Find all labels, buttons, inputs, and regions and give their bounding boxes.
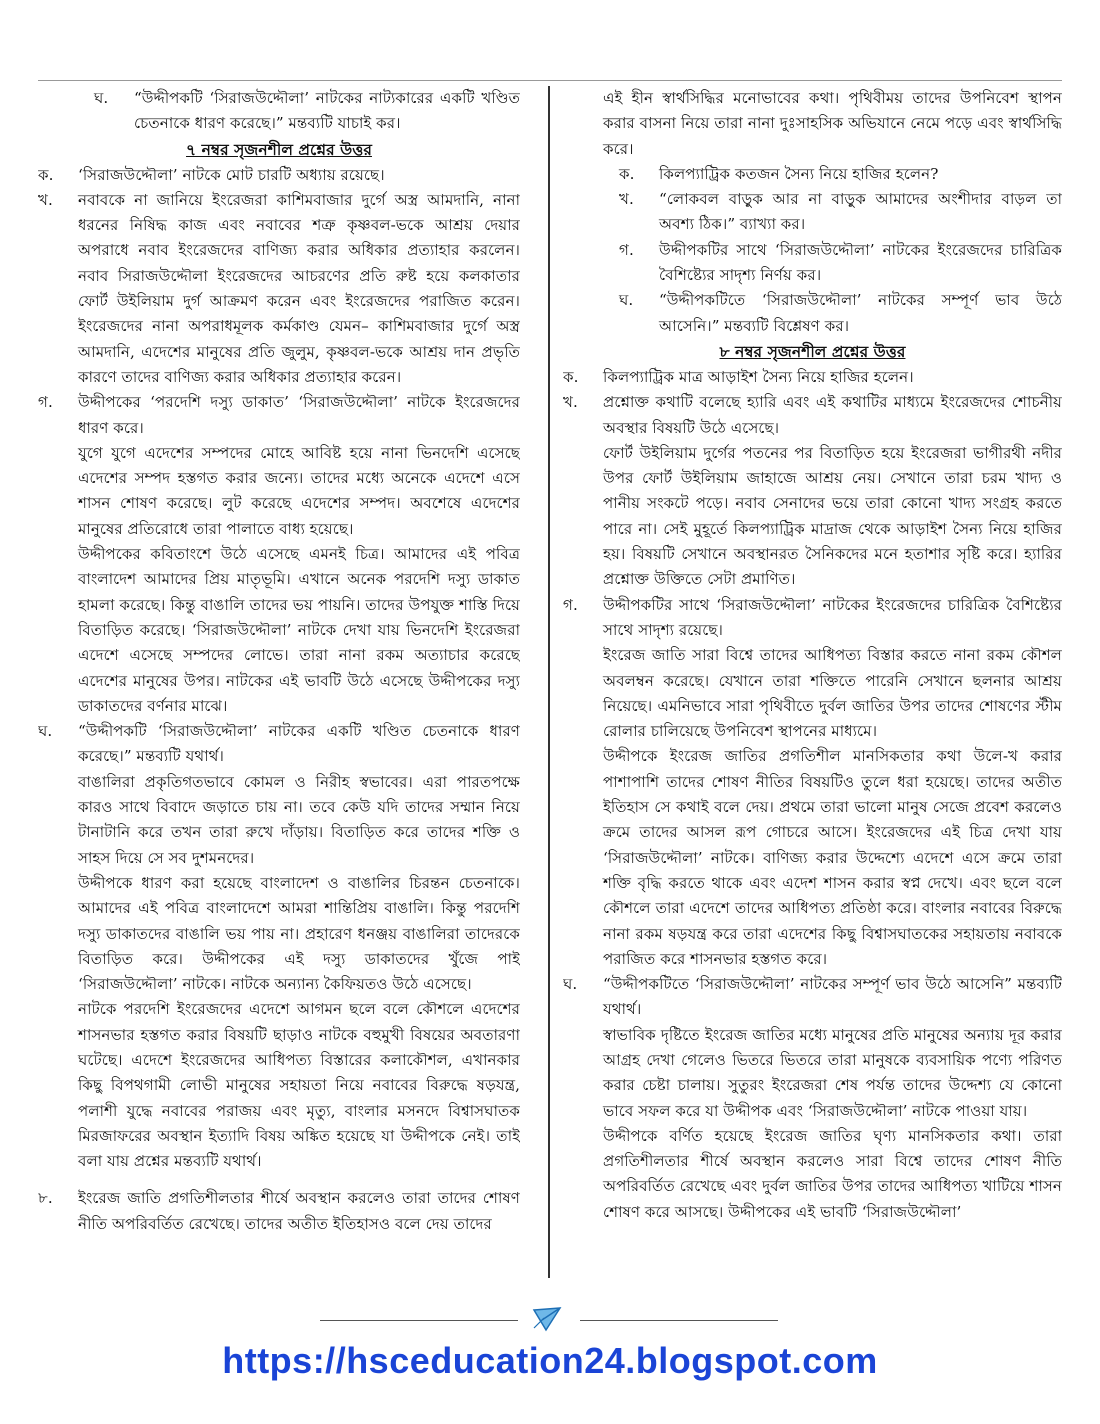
question-8-sub-kha (619, 187, 1062, 238)
answer-8-gha-para: উদ্দীপকে বর্ণিত হয়েছে ইংরেজ জাতির ঘৃণ্য মানসিকতার কথা। তারা প্রগতিশীলতার শীর্ষে অবস্থান করলেও সারা বিশ্বে তাদের শোষণ নীতি অপরিবর্তিত রেখেছে এবং দুর্বল জাতির উপর তাদের আধিপত্য খাটিয়ে শাসন শোষণ করে আসছে। উদ্দীপকের এই ভাবটি ‘সিরাজউদ্দৌলা’ (603, 1126, 1062, 1221)
q7-gha-text: “উদ্দীপকটি ‘সিরাজউদ্দৌলা’ নাটকের নাট্যকারের একটি খণ্ডিত চেতনাকে ধারণ করেছে।” মন্তব্যটি যাচাই কর। (134, 89, 520, 133)
answer-8-ga-para: উদ্দীপকে ইংরেজ জাতির প্রগতিশীল মানসিকতার কথা উলে-খ করার পাশাপাশি তাদের শোষণ নীতির বিষয়টিও তুলে ধরা হয়েছে। তাদের অতীত ইতিহাস সে কথাই বলে দেয়। প্রথমে তারা ভালো মানুষ সেজে প্রবেশ করলেও ক্রমে তাদের আসল রূপ গোচরে আসে। ইংরেজদের এই চিত্র দেখা যায় ‘সিরাজউদ্দৌলা’ নাটকে। বাণিজ্য করার উদ্দেশ্যে এদেশে এসে ক্রমে তারা শক্তি বৃদ্ধি করতে থাকে এবং এদেশ শাসন করার স্বপ্ন দেখে। এবং ছলে বলে কৌশলে তারা এদেশে তাদের আধিপত্য প্রতিষ্ঠা করে। বাংলার নবাবের বিরুদ্ধে নানা রকম ষড়যন্ত্র করে তারা এদেশের কিছু বিশ্বাসঘাতকের সহায়তায় নবাবকে পরাজিত করে শাসনভার হস্তগত করে। (603, 747, 1062, 968)
question-8-stem (38, 1186, 520, 1237)
answer-8-kha-text: প্রশ্নোক্ত কথাটি বলেছে হ্যারি এবং এই কথাটির মাধ্যমে ইংরেজদের শোচনীয় অবস্থার বিষয়টি উঠে এসেছে। (603, 393, 1062, 437)
answer-8-ka-text: কিলপ্যাট্রিক মাত্র আড়াইশ সৈন্য নিয়ে হাজির হলেন। (603, 367, 914, 386)
column-divider (548, 86, 550, 1278)
answer-8-ga (563, 593, 1062, 644)
answer-8-ga-marker: গ. (563, 595, 578, 614)
answer-heading-7: ৭ নম্বর সৃজনশীল প্রশ্নের উত্তর (186, 139, 372, 159)
footer-rule-left (320, 1320, 518, 1321)
answer-7-gha-para: উদ্দীপকে ধারণ করা হয়েছে বাংলাদেশ ও বাঙালির চিরন্তন চেতনাকে। আমাদের এই পবিত্র বাংলাদেশে আমরা শান্তিপ্রিয় বাঙালি। কিন্তু পরদেশি দস্যু ডাকাতদের বাঙালি ভয় পায় না। প্রহারেণ ধনঞ্জয় বাঙালিরা তাদেরকে বিতাড়িত করে। উদ্দীপকের এই দস্যু ডাকাতদের খুঁজে পাই ‘সিরাজউদ্দৌলা’ নাটকে। নাটকে অন্যান্য কৈফিয়তও উঠে এসেছে। (78, 873, 520, 994)
answer-7-ga-marker: গ. (38, 393, 53, 412)
answer-7-ka-text: ‘সিরাজউদ্দৌলা’ নাটকে মোট চারটি অধ্যায় রয়েছে। (78, 165, 385, 184)
question-8-sub-gha (619, 288, 1062, 339)
question-8-sub-marker: ক. (619, 164, 635, 183)
question-8-text: ইংরেজ জাতি প্রগতিশীলতার শীর্ষে অবস্থান করলেও তারা তাদের শোষণ নীতি অপরিবর্তিত রেখেছে। তাদের অতীত ইতিহাসও বলে দেয় তাদের (78, 1189, 520, 1233)
answer-8-kha-para: ফোর্ট উইলিয়াম দুর্গের পতনের পর বিতাড়িত হয়ে ইংরেজরা ভাগীরথী নদীর উপর ফোর্ট উইলিয়াম জাহাজে আশ্রয় নেয়। সেখানে তারা চরম খাদ্য ও পানীয় সংকটে পড়ে। নবাব সেনাদের ভয়ে তারা কোনো খাদ্য সংগ্রহ করতে পারে না। সেই মুহূর্তে কিলপ্যাট্রিক মাদ্রাজ থেকে আড়াইশ সৈন্য নিয়ে হাজির হয়। বিষয়টি সেখানে অবস্থানরত সৈনিকদের মনে হতাশার সৃষ্টি করে। হ্যারির প্রশ্নোক্ত উক্তিতে সেটা প্রমাণিত। (603, 443, 1062, 589)
question-8-sub-text: “লোকবল বাড়ুক আর না বাড়ুক আমাদের অংশীদার বাড়ল তা অবশ্য ঠিক।” ব্যাখ্যা কর। (659, 190, 1062, 234)
answer-8-ga-para: ইংরেজ জাতি সারা বিশ্বে তাদের আধিপত্য বিস্তার করতে নানা রকম কৌশল অবলম্বন করেছে। যেখানে তারা শক্তিতে পারেনি সেখানে ছলনার আশ্রয় নিয়েছে। এমনিভাবে সারা পৃথিবীতে দুর্বল জাতির উপর তাদের শোষণের স্টীম রোলার চালিয়েছে উপনিবেশ স্থাপনের মাধ্যমে। (603, 646, 1062, 741)
answer-8-kha (563, 390, 1062, 441)
answer-8-gha-marker: ঘ. (563, 975, 578, 994)
left-column (38, 86, 520, 1278)
question-8-stem-continued: এই হীন স্বার্থসিদ্ধির মনোভাবের কথা। পৃথিবীময় তাদের উপনিবেশ স্থাপন করার বাসনা নিয়ে তারা নানা দুঃসাহসিক অভিযানে নেমে পড়ে এবং স্বার্থসিদ্ধি করে। (603, 89, 1062, 158)
answer-7-ka-marker: ক. (38, 165, 54, 184)
answer-8-gha-para: স্বাভাবিক দৃষ্টিতে ইংরেজ জাতির মধ্যে মানুষের প্রতি মানুষের অন্যায় দূর করার আগ্রহ দেখা গেলেও ভিতরে ভিতরে তারা মানুষকে ব্যবসায়িক পণ্যে পরিণত করার চেষ্টা চালায়। সুতুরং ইংরেজরা শেষ পর্যন্ত তাদের উদ্দেশ্য যে কোনো ভাবে সফল করে যা উদ্দীপক এবং ‘সিরাজউদ্দৌলা’ নাটকে পাওয়া যায়। (603, 1025, 1062, 1120)
question-8-sub-text: কিলপ্যাট্রিক কতজন সৈন্য নিয়ে হাজির হলেন? (659, 164, 939, 183)
right-column (563, 86, 1062, 1278)
answer-7-ga-para: যুগে যুগে এদেশের সম্পদের মোহে আবিষ্ট হয়ে নানা ভিনদেশি এসেছে এদেশের সম্পদ হস্তগত করার জন্যে। তাদের মধ্যে অনেকে এদেশে এসে শাসন শোষণ করেছে। লুট করেছে এদেশের সম্পদ। অবশেষে এদেশের মানুষের প্রতিরোধে তারা পালাতে বাধ্য হয়েছে। (78, 443, 520, 538)
question-8-sub-text: “উদ্দীপকটিতে ‘সিরাজউদ্দৌলা’ নাটকের সম্পূর্ণ ভাব উঠে আসেনি।” মন্তব্যটি বিশ্লেষণ কর। (659, 291, 1062, 335)
answer-7-gha (38, 719, 520, 770)
answer-7-gha-marker: ঘ. (38, 722, 53, 741)
answer-7-ga (38, 390, 520, 441)
question-8-sub-ga (619, 238, 1062, 289)
answer-8-ga-text: উদ্দীপকটির সাথে ‘সিরাজউদ্দৌলা’ নাটকের ইংরেজদের চারিত্রিক বৈশিষ্ট্যের সাথে সাদৃশ্য রয়েছে। (603, 595, 1062, 639)
answer-8-gha-text: “উদ্দীপকটিতে ‘সিরাজউদ্দৌলা’ নাটকের সম্পূর্ণ ভাব উঠে আসেনি” মন্তব্যটি যথার্থ। (603, 975, 1062, 1019)
answer-7-kha-marker: খ. (38, 190, 53, 209)
answer-7-kha (38, 188, 520, 390)
question-8-sub-ka (619, 162, 1062, 187)
question-8-sub-marker: ঘ. (619, 291, 634, 310)
answer-7-ga-text: উদ্দীপকের ‘পরদেশি দস্যু ডাকাত’ ‘সিরাজউদ্দৌলা’ নাটকে ইংরেজদের ধারণ করে। (78, 393, 520, 437)
paper-plane-logo-icon (532, 1306, 562, 1332)
top-rule (38, 80, 1062, 81)
answer-8-ka (563, 365, 1062, 390)
question-8-marker: ৮. (38, 1189, 53, 1208)
answer-7-gha-para: বাঙালিরা প্রকৃতিগতভাবে কোমল ও নিরীহ স্বভাবের। এরা পারতপক্ষে কারও সাথে বিবাদে জড়াতে চায় না। তবে কেউ যদি তাদের সম্মান নিয়ে টানাটানি করে তখন তারা রুখে দাঁড়ায়। বিতাড়িত করে তাদের শক্তি ও সাহস দিয়ে সে সব দুশমনদের। (78, 772, 520, 867)
answer-7-ga-para: উদ্দীপকের কবিতাংশে উঠে এসেছে এমনই চিত্র। আমাদের এই পবিত্র বাংলাদেশ আমাদের প্রিয় মাতৃভূমি। এখানে অনেক পরদেশি দস্যু ডাকাত হামলা করেছে। কিন্তু বাঙালি তাদের ভয় পায়নি। তাদের উপযুক্ত শাস্তি দিয়ে বিতাড়িত করেছে। ‘সিরাজউদ্দৌলা’ নাটকে দেখা যায় ভিনদেশি ইংরেজরা এদেশে এসেছে সম্পদের লোভে। তারা নানা রকম অত্যাচার করেছে এদেশের মানুষের উপর। নাটকের এই ভাবটি উঠে এসেছে উদ্দীপকের দস্যু ডাকাতদের বর্ণনার মাঝে। (78, 545, 520, 715)
footer-rule-right (580, 1320, 778, 1321)
question-8-sub-marker: গ. (619, 240, 634, 259)
answer-8-kha-marker: খ. (563, 393, 578, 412)
answer-8-gha (563, 972, 1062, 1023)
q7-gha-question (38, 86, 520, 137)
site-url-link[interactable]: https://hsceducation24.blogspot.com (222, 1340, 878, 1381)
answer-7-ka (38, 163, 520, 188)
answer-8-ka-marker: ক. (563, 367, 579, 386)
question-8-sub-text: উদ্দীপকটির সাথে ‘সিরাজউদ্দৌলা’ নাটকের ইংরেজদের চারিত্রিক বৈশিষ্ট্যের সাদৃশ্য নির্ণয় কর। (659, 240, 1062, 285)
answer-7-gha-para: নাটকে পরদেশি ইংরেজদের এদেশে আগমন ছলে বলে কৌশলে এদেশের শাসনভার হস্তগত করার বিষয়টি ছাড়াও নাটকে বহুমুখী বিষয়ের অবতারণা ঘটেছে। এদেশে ইংরেজদের আধিপত্য বিস্তারের কলাকৌশল, এখানকার কিছু বিপথগামী লোভী মানুষের সহায়তা নিয়ে নবাবের বিরুদ্ধে ষড়যন্ত্র, পলাশী যুদ্ধে নবাবের পরাজয় এবং মৃত্যু, বাংলার মসনদে বিশ্বাসঘাতক মিরজাফরের অবস্থান ইত্যাদি বিষয় অঙ্কিত হয়েছে যা উদ্দীপকে নেই। তাই বলা যায় প্রশ্নের মন্তব্যটি যথার্থ। (78, 1000, 520, 1171)
q7-gha-marker: ঘ. (94, 89, 109, 107)
question-8-sub-marker: খ. (619, 190, 634, 209)
answer-7-kha-text: নবাবকে না জানিয়ে ইংরেজরা কাশিমবাজার দুর্গে অস্ত্র আমদানি, নানা ধরনের নিষিদ্ধ কাজ এবং নবাবের শত্রু কৃষ্ণবল-ভকে আশ্রয় দেয়ার অপরাধে নবাব ইংরেজদের বাণিজ্য করার অধিকার প্রত্যাহার করলেন। নবাব সিরাজউদ্দৌলা ইংরেজদের আচরণের প্রতি রুষ্ট হয়ে কলকাতার ফোর্ট উইলিয়াম দুর্গ আক্রমণ করেন এবং ইংরেজদের পরাজিত করেন। ইংরেজদের নানা অপরাধমূলক কর্মকাণ্ড যেমন– কাশিমবাজার দুর্গে অস্ত্র আমদানি, এদেশের মানুষের প্রতি জুলুম, কৃষ্ণবল-ভকে আশ্রয় দান প্রভৃতি কারণে তাদের বাণিজ্য করার অধিকার প্রত্যাহার করেন। (78, 190, 520, 386)
answer-heading-8: ৮ নম্বর সৃজনশীল প্রশ্নের উত্তর (719, 341, 906, 361)
answer-7-gha-text: “উদ্দীপকটি ‘সিরাজউদ্দৌলা’ নাটকের একটি খণ্ডিত চেতনাকে ধারণ করেছে।” মন্তব্যটি যথার্থ। (78, 722, 520, 766)
